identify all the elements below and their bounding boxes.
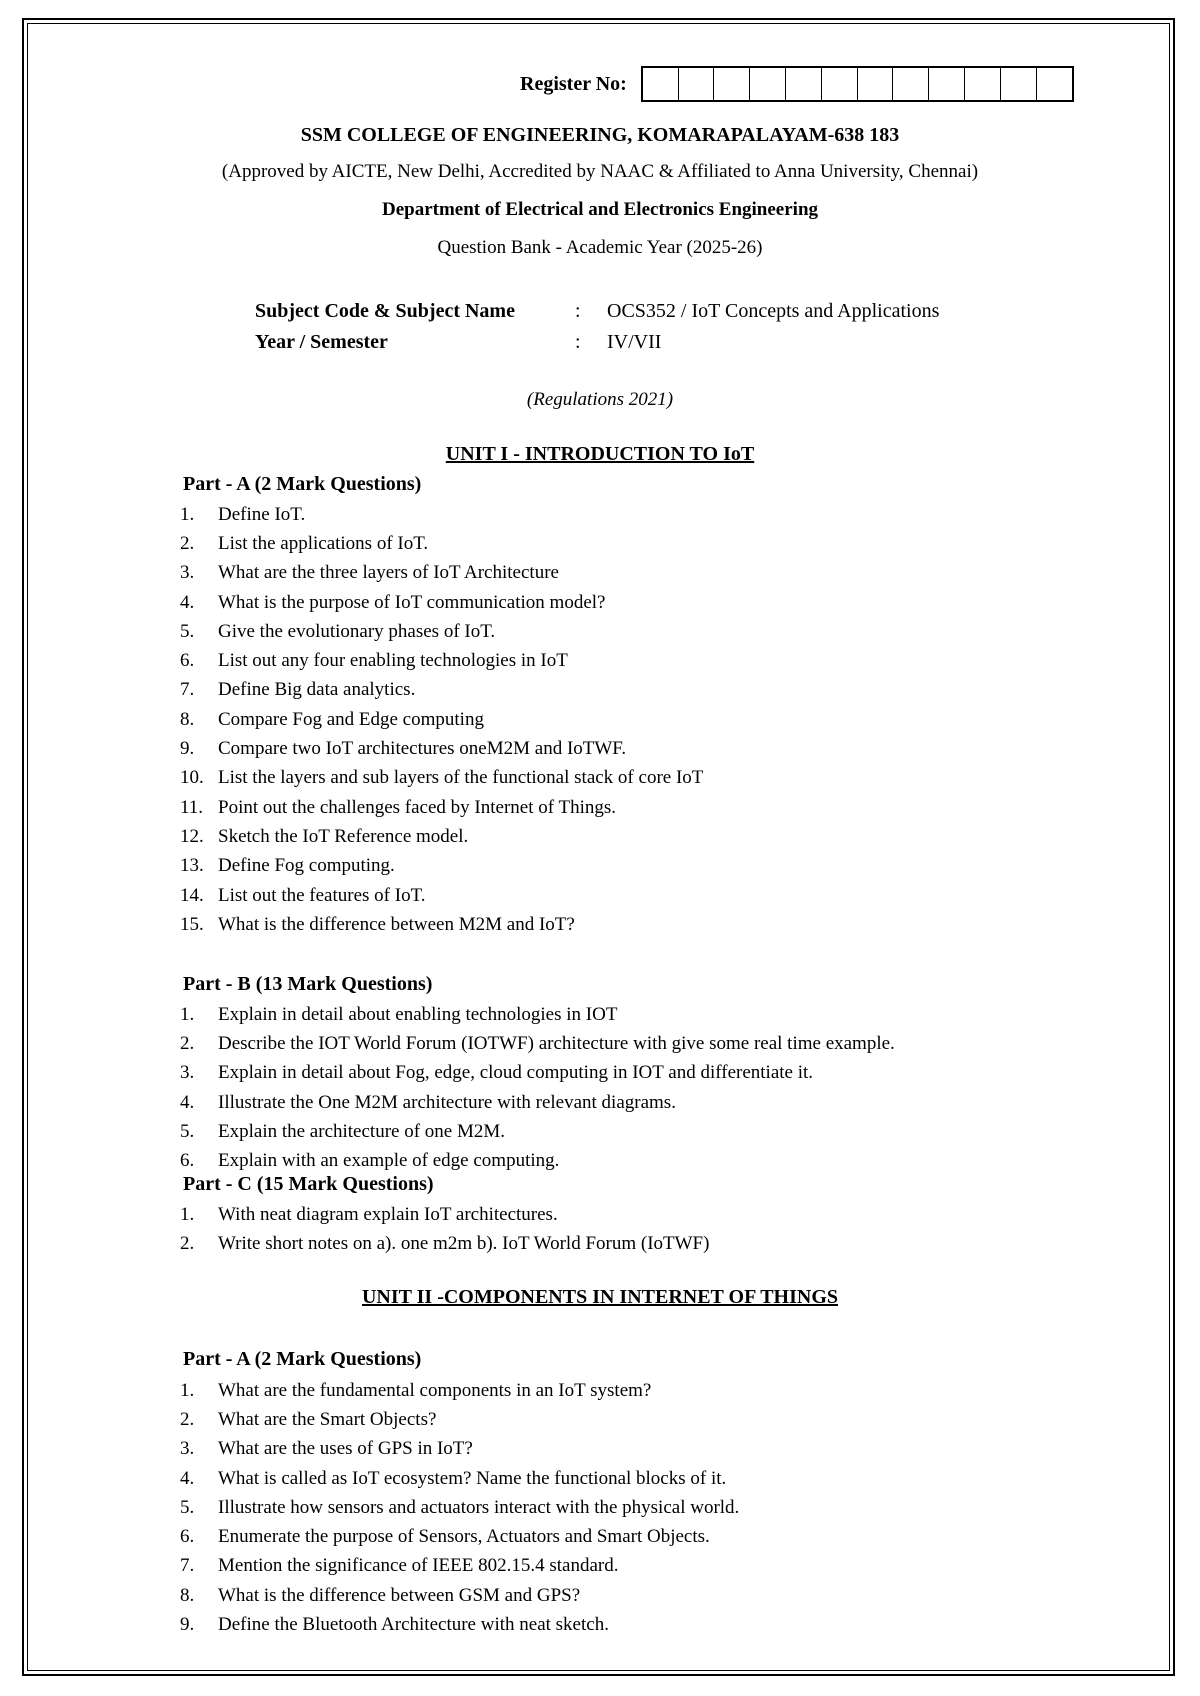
question-text: Explain the architecture of one M2M. [218, 1120, 506, 1142]
question-number: 9. [180, 1614, 195, 1636]
question-text: List the applications of IoT. [218, 532, 429, 554]
register-label: Register No: [520, 72, 627, 95]
question-number: 4. [180, 1467, 195, 1489]
question-number: 1. [180, 503, 195, 525]
subject-row [255, 296, 939, 327]
question-number: 9. [180, 738, 195, 760]
question-item [180, 910, 703, 939]
unit-1-part-a-heading: Part - A (2 Mark Questions) [183, 473, 422, 495]
question-text: What are the Smart Objects? [218, 1408, 437, 1430]
question-number: 12. [180, 825, 204, 847]
subject-value: OCS352 / IoT Concepts and Applications [607, 300, 940, 322]
question-number: 10. [180, 767, 204, 789]
question-text: With neat diagram explain IoT architectures. [218, 1203, 558, 1225]
question-item [180, 1581, 739, 1610]
question-item [180, 793, 703, 822]
question-number: 3. [180, 1438, 195, 1460]
question-number: 7. [180, 679, 195, 701]
question-text: Compare two IoT architectures oneM2M and IoTWF. [218, 738, 627, 760]
question-number: 14. [180, 884, 204, 906]
question-number: 6. [180, 1150, 195, 1172]
question-number: 7. [180, 1555, 195, 1577]
register-digit-box[interactable] [1001, 68, 1037, 100]
question-item [180, 1000, 895, 1029]
question-number: 4. [180, 1091, 195, 1113]
question-number: 11. [180, 796, 204, 818]
question-item [180, 705, 703, 734]
unit-2-part-a-heading: Part - A (2 Mark Questions) [183, 1348, 422, 1370]
register-digit-box[interactable] [893, 68, 929, 100]
question-number: 2. [180, 1232, 195, 1254]
unit-2-part-a-list [180, 1376, 739, 1640]
question-item [180, 734, 703, 763]
question-item [180, 1405, 739, 1434]
question-item [180, 1376, 739, 1405]
question-item [180, 559, 703, 588]
question-number: 4. [180, 591, 195, 613]
question-item [180, 500, 703, 529]
question-item [180, 1610, 739, 1639]
register-digit-box[interactable] [965, 68, 1001, 100]
question-text: Enumerate the purpose of Sensors, Actuators and Smart Objects. [218, 1526, 710, 1548]
question-number: 3. [180, 562, 195, 584]
question-item [180, 1029, 895, 1058]
question-text: Explain in detail about enabling technologies in IOT [218, 1003, 618, 1025]
question-number: 1. [180, 1003, 195, 1025]
year-row [255, 327, 939, 358]
question-text: What are the fundamental components in an IoT system? [218, 1379, 652, 1401]
question-item [180, 1435, 739, 1464]
question-item [180, 1464, 739, 1493]
question-item [180, 822, 703, 851]
question-number: 8. [180, 708, 195, 730]
question-text: Illustrate how sensors and actuators interact with the physical world. [218, 1496, 740, 1518]
register-digit-box[interactable] [786, 68, 822, 100]
register-digit-box[interactable] [679, 68, 715, 100]
question-text: List out the features of IoT. [218, 884, 426, 906]
unit-1-heading: UNIT I - INTRODUCTION TO IoT [445, 443, 755, 465]
question-item [180, 1200, 709, 1229]
question-item [180, 1522, 739, 1551]
register-digit-box[interactable] [929, 68, 965, 100]
question-text: Describe the IOT World Forum (IOTWF) architecture with give some real time example. [218, 1032, 895, 1054]
colon: : [575, 300, 581, 322]
question-item [180, 1493, 739, 1522]
question-text: List the layers and sub layers of the functional stack of core IoT [218, 767, 704, 789]
question-number: 1. [180, 1379, 195, 1401]
question-text: Explain with an example of edge computing. [218, 1150, 560, 1172]
unit-1-part-b-list [180, 1000, 895, 1176]
question-number: 1. [180, 1203, 195, 1225]
question-item [180, 1229, 709, 1258]
question-text: Define the Bluetooth Architecture with neat sketch. [218, 1614, 609, 1636]
register-number-row [520, 66, 1074, 102]
question-bank-title: Question Bank - Academic Year (2025-26) [437, 237, 763, 258]
question-text: What are the uses of GPS in IoT? [218, 1438, 473, 1460]
question-number: 13. [180, 855, 204, 877]
approval-line: (Approved by AICTE, New Delhi, Accredited by NAAC & Affiliated to Anna University, Chennai) [221, 161, 979, 182]
question-text: Define Big data analytics. [218, 679, 416, 701]
year-label: Year / Semester [255, 331, 388, 353]
unit-1-part-c-list [180, 1200, 709, 1259]
question-text: What are the three layers of IoT Architecture [218, 562, 559, 584]
register-digit-box[interactable] [750, 68, 786, 100]
register-digit-box[interactable] [1037, 68, 1073, 100]
question-text: What is the difference between M2M and IoT? [218, 913, 575, 935]
question-text: Define Fog computing. [218, 855, 395, 877]
unit-1-part-b-heading: Part - B (13 Mark Questions) [183, 973, 433, 995]
question-text: Define IoT. [218, 503, 306, 525]
register-digit-box[interactable] [822, 68, 858, 100]
question-text: Mention the significance of IEEE 802.15.4 standard. [218, 1555, 619, 1577]
question-item [180, 1088, 895, 1117]
question-item [180, 1117, 895, 1146]
question-text: What is the purpose of IoT communication model? [218, 591, 606, 613]
colon: : [575, 331, 581, 353]
question-number: 6. [180, 650, 195, 672]
question-item [180, 529, 703, 558]
regulations-note: (Regulations 2021) [526, 389, 674, 410]
question-item [180, 617, 703, 646]
question-number: 6. [180, 1526, 195, 1548]
register-digit-box[interactable] [643, 68, 679, 100]
unit-2-heading: UNIT II -COMPONENTS IN INTERNET OF THINGS [361, 1286, 839, 1308]
register-digit-box[interactable] [714, 68, 750, 100]
question-text: What is called as IoT ecosystem? Name the functional blocks of it. [218, 1467, 727, 1489]
question-item [180, 588, 703, 617]
question-item [180, 646, 703, 675]
question-item [180, 764, 703, 793]
question-item [180, 881, 703, 910]
question-item [180, 852, 703, 881]
department-name: Department of Electrical and Electronics Engineering [381, 199, 819, 220]
question-text: Write short notes on a). one m2m b). IoT World Forum (IoTWF) [218, 1232, 710, 1254]
question-number: 15. [180, 913, 204, 935]
question-item [180, 1146, 895, 1175]
question-text: Illustrate the One M2M architecture with relevant diagrams. [218, 1091, 676, 1113]
register-digit-box[interactable] [858, 68, 894, 100]
question-number: 5. [180, 1120, 195, 1142]
question-text: Give the evolutionary phases of IoT. [218, 620, 496, 642]
question-item [180, 676, 703, 705]
question-number: 5. [180, 620, 195, 642]
question-text: Point out the challenges faced by Internet of Things. [218, 796, 617, 818]
question-text: Compare Fog and Edge computing [218, 708, 484, 730]
subject-label: Subject Code & Subject Name [255, 300, 515, 322]
question-number: 2. [180, 1408, 195, 1430]
question-text: What is the difference between GSM and GPS? [218, 1584, 581, 1606]
question-item [180, 1552, 739, 1581]
question-number: 2. [180, 1032, 195, 1054]
college-name: SSM COLLEGE OF ENGINEERING, KOMARAPALAYAM-638 183 [300, 124, 900, 146]
question-number: 2. [180, 532, 195, 554]
question-text: Explain in detail about Fog, edge, cloud computing in IOT and differentiate it. [218, 1062, 814, 1084]
unit-1-part-c-heading: Part - C (15 Mark Questions) [183, 1173, 434, 1195]
register-number-boxes[interactable] [641, 66, 1075, 102]
question-number: 8. [180, 1584, 195, 1606]
question-number: 5. [180, 1496, 195, 1518]
question-text: List out any four enabling technologies in IoT [218, 650, 568, 672]
question-text: Sketch the IoT Reference model. [218, 825, 469, 847]
question-number: 3. [180, 1062, 195, 1084]
year-value: IV/VII [607, 331, 662, 353]
unit-1-part-a-list [180, 500, 703, 939]
subject-meta-table [255, 296, 939, 358]
question-item [180, 1059, 895, 1088]
